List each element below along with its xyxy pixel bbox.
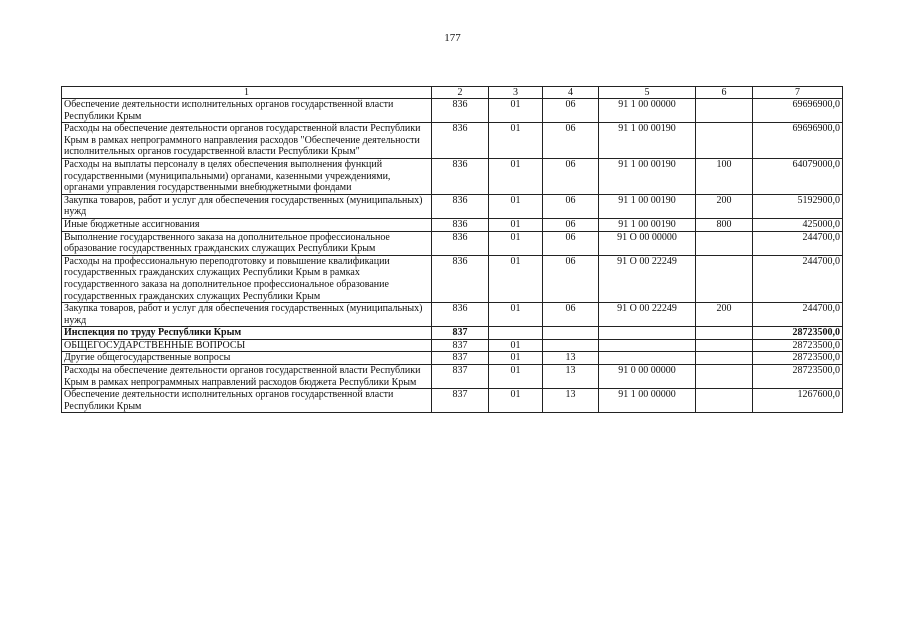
cell-name: Инспекция по труду Республики Крым bbox=[62, 327, 432, 340]
header-col-6: 6 bbox=[696, 87, 753, 99]
cell-expense-type bbox=[696, 123, 753, 159]
cell-name: Расходы на выплаты персоналу в целях обеспечения выполнения функций государственными (муниципальными) органами, казенными учреждениями, органами управления государственными внебюджетными фондами bbox=[62, 158, 432, 194]
cell-amount: 28723500,0 bbox=[753, 352, 843, 365]
cell-section: 01 bbox=[489, 218, 543, 231]
cell-section: 01 bbox=[489, 99, 543, 123]
cell-subsection: 06 bbox=[543, 218, 599, 231]
table-row bbox=[62, 365, 843, 389]
cell-expense-type bbox=[696, 231, 753, 255]
table-row bbox=[62, 339, 843, 352]
cell-name: Закупка товаров, работ и услуг для обеспечения государственных (муниципальных) нужд bbox=[62, 194, 432, 218]
header-col-3: 3 bbox=[489, 87, 543, 99]
cell-subsection: 06 bbox=[543, 99, 599, 123]
cell-expense-type: 100 bbox=[696, 158, 753, 194]
cell-target-article bbox=[599, 339, 696, 352]
budget-table bbox=[61, 86, 843, 413]
cell-name: ОБЩЕГОСУДАРСТВЕННЫЕ ВОПРОСЫ bbox=[62, 339, 432, 352]
cell-section: 01 bbox=[489, 303, 543, 327]
cell-expense-type bbox=[696, 365, 753, 389]
cell-section: 01 bbox=[489, 255, 543, 302]
cell-expense-type bbox=[696, 255, 753, 302]
cell-section bbox=[489, 327, 543, 340]
table-row bbox=[62, 255, 843, 302]
cell-name: Иные бюджетные ассигнования bbox=[62, 218, 432, 231]
cell-name: Расходы на обеспечение деятельности органов государственной власти Республики Крым в рамках непрограммного направления расходов "Обеспечение деятельности исполнительных органов государственной власти Республики Крым" bbox=[62, 123, 432, 159]
cell-admin-code: 836 bbox=[432, 99, 489, 123]
cell-section: 01 bbox=[489, 158, 543, 194]
header-col-2: 2 bbox=[432, 87, 489, 99]
cell-expense-type bbox=[696, 352, 753, 365]
cell-amount: 69696900,0 bbox=[753, 99, 843, 123]
cell-section: 01 bbox=[489, 194, 543, 218]
cell-section: 01 bbox=[489, 123, 543, 159]
cell-name: Выполнение государственного заказа на дополнительное профессиональное образование государственных гражданских служащих Республики Крым bbox=[62, 231, 432, 255]
cell-amount: 244700,0 bbox=[753, 255, 843, 302]
cell-target-article bbox=[599, 352, 696, 365]
cell-target-article: 91 О 00 00000 bbox=[599, 231, 696, 255]
cell-target-article: 91 О 00 22249 bbox=[599, 255, 696, 302]
cell-target-article: 91 1 00 00190 bbox=[599, 123, 696, 159]
cell-section: 01 bbox=[489, 365, 543, 389]
cell-subsection: 06 bbox=[543, 123, 599, 159]
cell-subsection: 06 bbox=[543, 194, 599, 218]
cell-expense-type: 800 bbox=[696, 218, 753, 231]
cell-target-article: 91 О 00 22249 bbox=[599, 303, 696, 327]
cell-target-article: 91 1 00 00190 bbox=[599, 194, 696, 218]
cell-section: 01 bbox=[489, 231, 543, 255]
cell-admin-code: 837 bbox=[432, 365, 489, 389]
cell-expense-type bbox=[696, 99, 753, 123]
cell-admin-code: 836 bbox=[432, 303, 489, 327]
cell-amount: 64079000,0 bbox=[753, 158, 843, 194]
cell-subsection: 06 bbox=[543, 231, 599, 255]
table-row bbox=[62, 218, 843, 231]
table-row bbox=[62, 327, 843, 340]
cell-admin-code: 836 bbox=[432, 218, 489, 231]
cell-admin-code: 836 bbox=[432, 158, 489, 194]
cell-target-article: 91 1 00 00000 bbox=[599, 99, 696, 123]
cell-expense-type bbox=[696, 339, 753, 352]
cell-target-article: 91 1 00 00190 bbox=[599, 158, 696, 194]
cell-subsection: 06 bbox=[543, 255, 599, 302]
cell-amount: 28723500,0 bbox=[753, 327, 843, 340]
table-row bbox=[62, 231, 843, 255]
cell-section: 01 bbox=[489, 389, 543, 413]
cell-subsection: 06 bbox=[543, 158, 599, 194]
cell-admin-code: 837 bbox=[432, 389, 489, 413]
cell-admin-code: 837 bbox=[432, 339, 489, 352]
cell-admin-code: 837 bbox=[432, 352, 489, 365]
table-row bbox=[62, 352, 843, 365]
table-row bbox=[62, 389, 843, 413]
cell-amount: 244700,0 bbox=[753, 303, 843, 327]
table-row bbox=[62, 303, 843, 327]
cell-amount: 244700,0 bbox=[753, 231, 843, 255]
table-row bbox=[62, 123, 843, 159]
cell-subsection: 13 bbox=[543, 352, 599, 365]
cell-name: Расходы на профессиональную переподготовку и повышение квалификации государственных гражданских служащих Республики Крым в рамках государственного заказа на дополнительное профессиональное образование государственных гражданских служащих Республики Крым bbox=[62, 255, 432, 302]
cell-amount: 5192900,0 bbox=[753, 194, 843, 218]
cell-subsection: 13 bbox=[543, 365, 599, 389]
cell-admin-code: 836 bbox=[432, 194, 489, 218]
cell-amount: 69696900,0 bbox=[753, 123, 843, 159]
table-body bbox=[62, 99, 843, 413]
cell-subsection bbox=[543, 339, 599, 352]
header-col-1: 1 bbox=[62, 87, 432, 99]
header-col-5: 5 bbox=[599, 87, 696, 99]
cell-section: 01 bbox=[489, 339, 543, 352]
cell-expense-type: 200 bbox=[696, 303, 753, 327]
cell-subsection: 13 bbox=[543, 389, 599, 413]
cell-expense-type: 200 bbox=[696, 194, 753, 218]
cell-name: Другие общегосударственные вопросы bbox=[62, 352, 432, 365]
cell-expense-type bbox=[696, 327, 753, 340]
cell-admin-code: 837 bbox=[432, 327, 489, 340]
cell-subsection bbox=[543, 327, 599, 340]
cell-name: Закупка товаров, работ и услуг для обеспечения государственных (муниципальных) нужд bbox=[62, 303, 432, 327]
table-row bbox=[62, 158, 843, 194]
cell-target-article: 91 1 00 00190 bbox=[599, 218, 696, 231]
header-col-4: 4 bbox=[543, 87, 599, 99]
cell-amount: 28723500,0 bbox=[753, 339, 843, 352]
cell-name: Обеспечение деятельности исполнительных органов государственной власти Республики Крым bbox=[62, 99, 432, 123]
cell-amount: 1267600,0 bbox=[753, 389, 843, 413]
table-row bbox=[62, 194, 843, 218]
cell-name: Расходы на обеспечение деятельности органов государственной власти Республики Крым в рамках непрограммных направлений расходов бюджета Республики Крым bbox=[62, 365, 432, 389]
table-header-row bbox=[62, 87, 843, 99]
cell-target-article bbox=[599, 327, 696, 340]
page-number: 177 bbox=[444, 32, 461, 44]
cell-section: 01 bbox=[489, 352, 543, 365]
cell-admin-code: 836 bbox=[432, 255, 489, 302]
cell-amount: 425000,0 bbox=[753, 218, 843, 231]
header-col-7: 7 bbox=[753, 87, 843, 99]
cell-amount: 28723500,0 bbox=[753, 365, 843, 389]
cell-target-article: 91 0 00 00000 bbox=[599, 365, 696, 389]
cell-subsection: 06 bbox=[543, 303, 599, 327]
cell-expense-type bbox=[696, 389, 753, 413]
cell-admin-code: 836 bbox=[432, 231, 489, 255]
cell-target-article: 91 1 00 00000 bbox=[599, 389, 696, 413]
cell-admin-code: 836 bbox=[432, 123, 489, 159]
table-row bbox=[62, 99, 843, 123]
cell-name: Обеспечение деятельности исполнительных органов государственной власти Республики Крым bbox=[62, 389, 432, 413]
